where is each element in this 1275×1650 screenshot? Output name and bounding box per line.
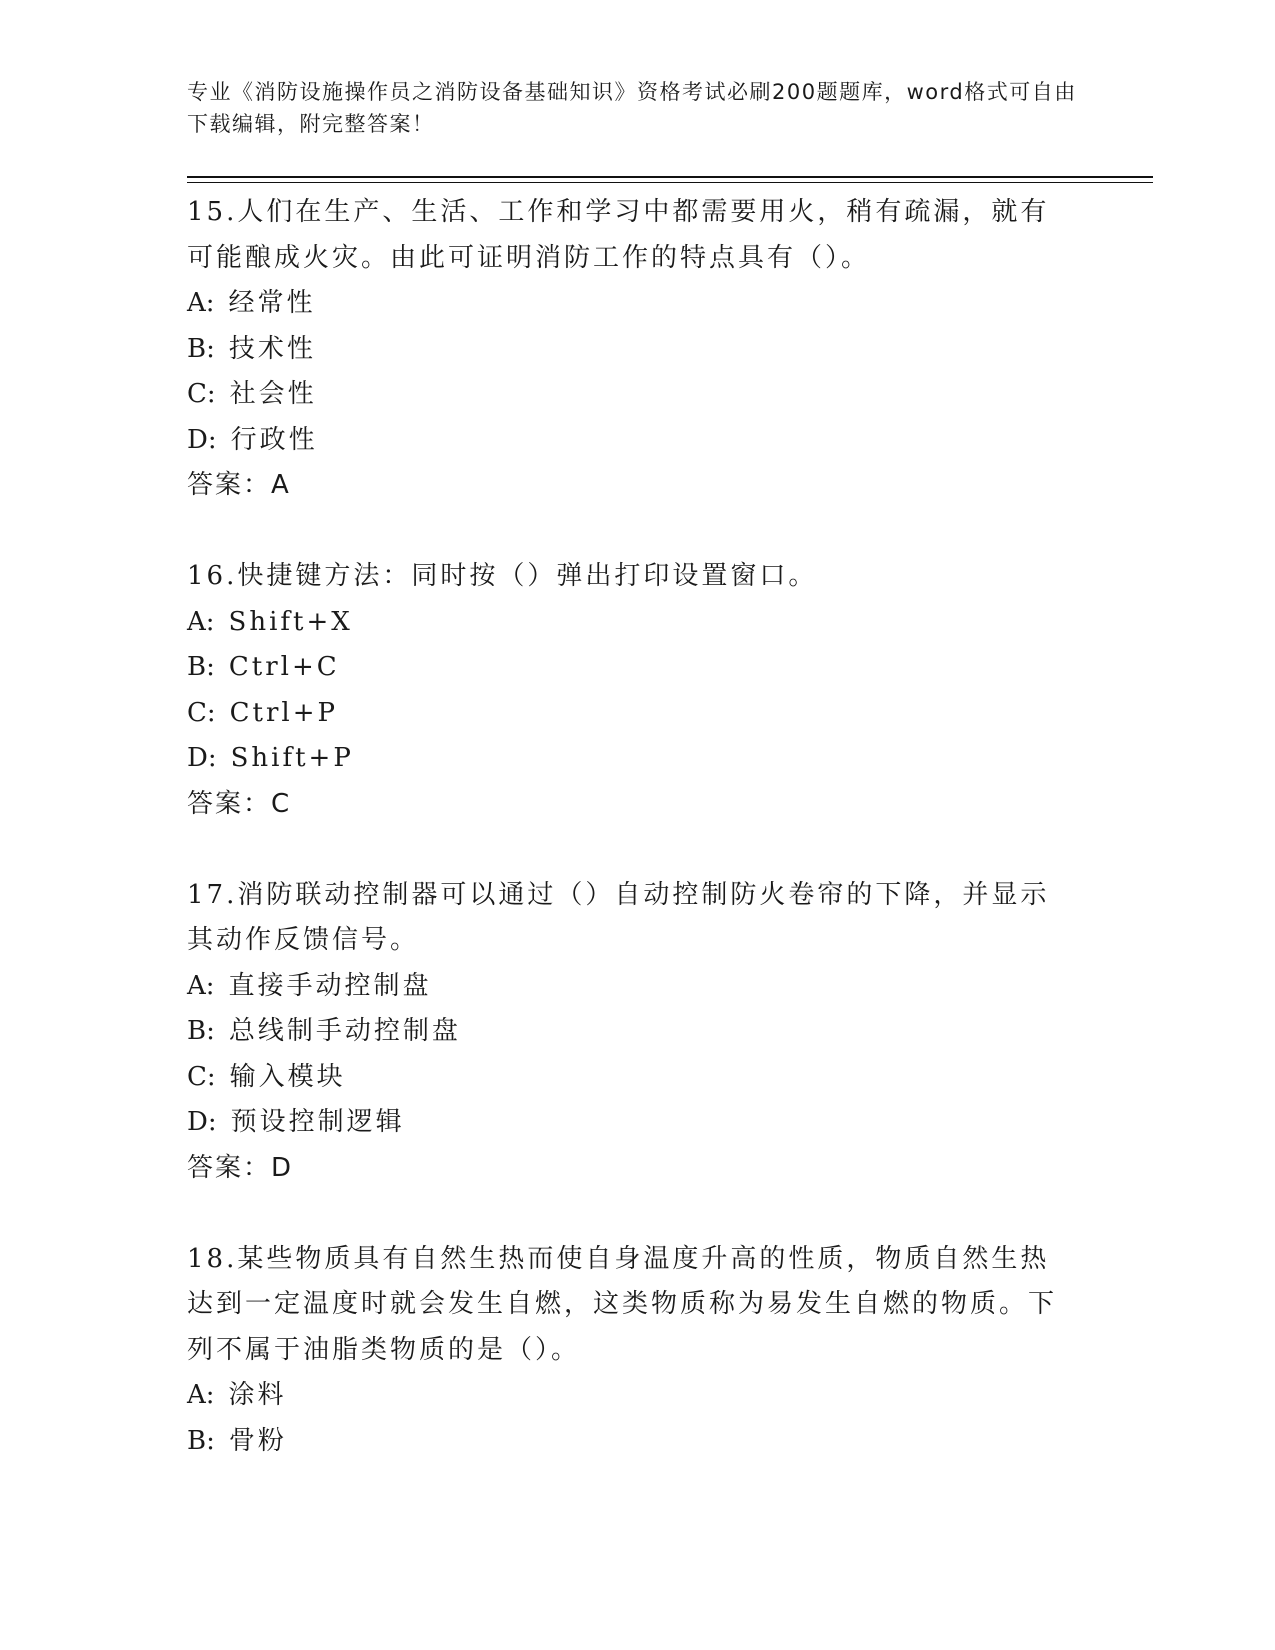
document-header xyxy=(187,76,1077,140)
option-text: Ctrl+P xyxy=(229,697,339,728)
option-d xyxy=(187,418,1077,464)
question-number: 15. xyxy=(187,197,238,227)
question-stem xyxy=(187,190,1077,281)
option-letter: C: xyxy=(187,1061,216,1092)
question-spacer xyxy=(187,827,1077,873)
option-letter: A: xyxy=(187,1380,215,1410)
option-letter: A: xyxy=(187,288,215,318)
option-letter: C: xyxy=(187,379,216,409)
option-a xyxy=(187,600,1077,646)
question-number: 16. xyxy=(187,561,238,591)
question-number: 18. xyxy=(187,1243,238,1274)
option-text: 输入模块 xyxy=(229,1061,346,1092)
option-text: 预设控制逻辑 xyxy=(230,1107,405,1137)
question-stem xyxy=(187,873,1077,964)
option-b xyxy=(187,645,1077,691)
question-18 xyxy=(187,1237,1077,1465)
option-a xyxy=(187,1373,1077,1419)
option-b xyxy=(187,1419,1077,1465)
option-text: 经常性 xyxy=(228,288,316,318)
option-text: 行政性 xyxy=(230,424,318,455)
option-letter: B: xyxy=(187,333,215,364)
option-d xyxy=(187,736,1077,782)
option-a xyxy=(187,281,1077,327)
option-text: 社会性 xyxy=(229,379,317,409)
option-letter: D: xyxy=(187,743,217,773)
option-letter: C: xyxy=(187,697,216,728)
option-text: 技术性 xyxy=(228,333,316,364)
option-letter: A: xyxy=(187,606,215,637)
option-text: Ctrl+C xyxy=(228,652,340,682)
answer-line: 答案：A xyxy=(187,470,291,500)
header-divider-thick xyxy=(187,176,1153,178)
question-text: 快捷键方法：同时按（）弹出打印设置窗口。 xyxy=(237,561,818,591)
option-text: 骨粉 xyxy=(228,1425,287,1456)
option-letter: D: xyxy=(187,424,217,455)
option-c xyxy=(187,691,1077,737)
answer-line: 答案：C xyxy=(187,788,292,819)
question-text: 消防联动控制器可以通过（）自动控制防火卷帘的下降，并显示其动作反馈信号。 xyxy=(187,879,1050,955)
option-text: 涂料 xyxy=(228,1380,287,1410)
question-spacer xyxy=(187,509,1077,555)
question-list xyxy=(187,190,1077,1464)
option-a xyxy=(187,964,1077,1010)
option-letter: D: xyxy=(187,1107,217,1137)
question-text: 人们在生产、生活、工作和学习中都需要用火，稍有疏漏，就有可能酿成火灾。由此可证明消防工作的特点具有（）。 xyxy=(187,197,1050,273)
option-letter: B: xyxy=(187,1016,215,1046)
option-letter: B: xyxy=(187,652,215,682)
option-text: 总线制手动控制盘 xyxy=(228,1016,461,1046)
header-title: 专业《消防设施操作员之消防设备基础知识》资格考试必刷200题题库，word格式可自由下载编辑，附完整答案！ xyxy=(187,80,1077,136)
question-17 xyxy=(187,873,1077,1192)
question-stem xyxy=(187,554,1077,600)
option-c xyxy=(187,1055,1077,1101)
header-divider-thin xyxy=(187,182,1153,183)
question-16 xyxy=(187,554,1077,827)
question-stem xyxy=(187,1237,1077,1374)
option-c xyxy=(187,372,1077,418)
question-number: 17. xyxy=(187,879,238,910)
answer-line: 答案：D xyxy=(187,1152,294,1183)
option-letter: B: xyxy=(187,1425,215,1456)
option-b xyxy=(187,1009,1077,1055)
question-15 xyxy=(187,190,1077,509)
option-d xyxy=(187,1100,1077,1146)
question-spacer xyxy=(187,1191,1077,1237)
option-text: 直接手动控制盘 xyxy=(228,970,432,1001)
option-text: Shift+X xyxy=(228,606,353,637)
question-text: 某些物质具有自然生热而使自身温度升高的性质，物质自然生热达到一定温度时就会发生自燃，这类物质称为易发生自燃的物质。下列不属于油脂类物质的是（）。 xyxy=(187,1243,1058,1365)
option-text: Shift+P xyxy=(230,743,354,773)
option-b xyxy=(187,327,1077,373)
option-letter: A: xyxy=(187,970,215,1001)
